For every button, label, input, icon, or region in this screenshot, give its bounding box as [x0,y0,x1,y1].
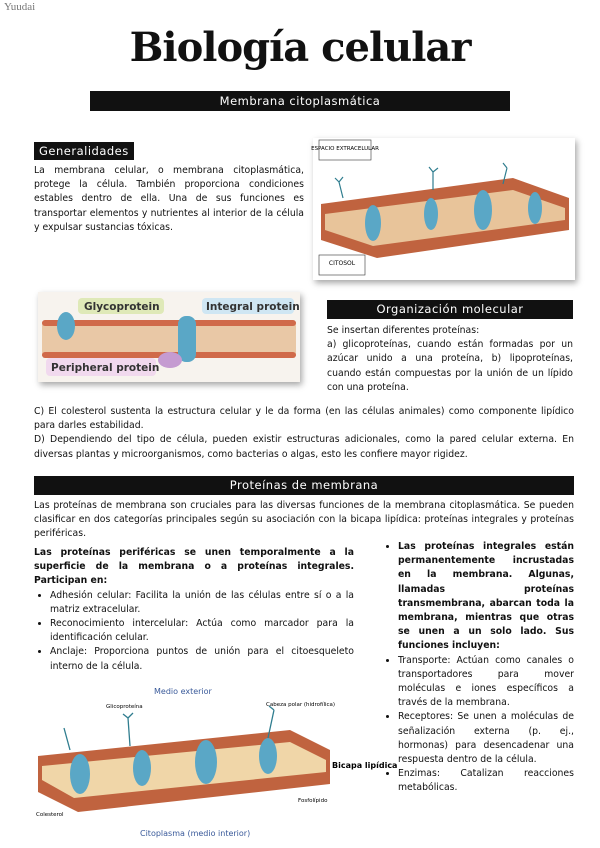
bicapa-label: Bicapa lipídica [332,761,398,770]
integrales-intro-list [382,540,574,654]
colesterol-label: Colesterol [36,812,64,818]
glicoproteina-label: Glicoproteína [106,704,143,710]
watermark: Yuudai [4,1,36,13]
medio-exterior-label: Medio exterior [154,687,212,696]
proteinas-heading: Proteínas de membrana [34,476,574,495]
list-item: • Adhesión celular: Facilita la unión de las células entre sí o a la matriz extracelular. [50,589,354,617]
perifericas-intro: Las proteínas periféricas se unen temporalmente a la superficie de la membrana o a proteínas integrales. Participan en: [34,547,354,587]
organizacion-ab: a) glicoproteínas, cuando están formadas por un azúcar unido a una proteína, b) lipoproteínas, cuando están compuestas por la unión de un lípido con una proteína. [327,339,573,393]
list-item: • Receptores: Se unen a moléculas de señalización externa (p. ej., hormonas) para desencadenar una respuesta dentro de la célula. [398,710,574,767]
membrane-figure-1 [313,138,575,280]
integrales-list [382,654,574,796]
fosfolipido-label: Fosfolípido [298,798,328,804]
list-item: • Transporte: Actúan como canales o transportadores para mover moléculas e iones específicos a través de la membrana. [398,654,574,711]
membrane-figure-3 [30,684,398,844]
organizacion-d: D) Dependiendo del tipo de célula, pueden existir estructuras adicionales, como la pared celular externa. En diversas plantas y microorganismos, como bacterias o algas, esto les confiere mayor rigidez. [34,434,574,460]
integrales-intro: • Las proteínas integrales están permanentemente incrustadas en la membrana. Algunas, llamadas proteínas transmembrana, abarcan toda la membrana, mientras que otras se unen a un solo lado. Sus funciones incluyen: [398,540,574,654]
list-item: • Enzimas: Catalizan reacciones metabólicas. [398,767,574,795]
citoplasma-label: Citoplasma (medio interior) [140,829,251,838]
cabeza-polar-label: Cabeza polar (hidrofílica) [266,702,336,708]
list-item: • Reconocimiento intercelular: Actúa como marcador para la identificación celular. [50,617,354,645]
subtitle-bar: Membrana citoplasmática [90,91,510,111]
bilayer-illustration [30,684,398,844]
generalidades-text: La membrana celular, o membrana citoplasmática, protege la célula. También proporciona condiciones estables dentro de ella. Una de sus funciones es transportar elementos y nutrientes al interior de la célula y expulsar sustancias tóxicas. [34,165,304,233]
peripheral-protein-label: Peripheral protein [51,362,160,374]
membrane-figure-2 [38,292,300,382]
list-item: • Anclaje: Proporciona puntos de unión para el citoesqueleto interno de la célula. [50,645,354,673]
integral-protein-label: Integral protein [206,301,300,313]
proteinas-intro: Las proteínas de membrana son cruciales para las diversas funciones de la membrana citoplasmática. Se pueden clasificar en dos categorías principales según su asociación con la bicapa lipídica: proteínas integrales y proteínas periféricas. [34,500,574,540]
cytosol-label: CITOSOL [328,260,356,267]
glycoprotein-label: Glycoprotein [84,301,160,313]
generalidades-heading: Generalidades [34,142,134,160]
perifericas-list [34,589,354,674]
protein-illustration [38,292,300,382]
membrane-illustration [313,138,575,280]
organizacion-intro: Se insertan diferentes proteínas: [327,325,480,336]
organizacion-c: C) El colesterol sustenta la estructura celular y le da forma (en las células animales) como componente lipídico para darles estabilidad. [34,406,574,432]
organizacion-heading: Organización molecular [327,300,573,319]
extracellular-label: ESPACIO EXTRACELULAR [311,146,379,152]
page-title: Biología celular [129,24,471,71]
